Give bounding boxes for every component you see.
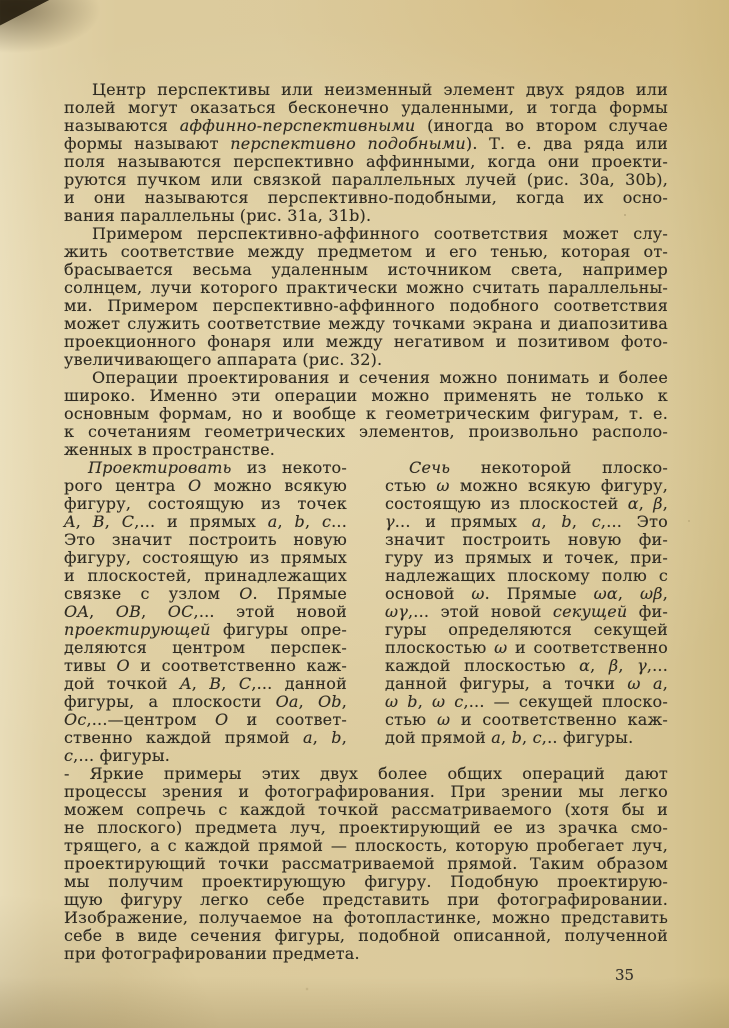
text-line: ω b, ω c,... — секущей плоско- (385, 692, 668, 711)
text-line: ωγ,... этой новой секущей фи- (385, 602, 668, 621)
text-line: Сечь некоторой плоско- (409, 458, 668, 477)
text-line: плоскостью ω и соответственно (385, 638, 668, 657)
text-line: стью ω можно всякую фигуру, (385, 476, 668, 495)
text-line: надлежащих плоскому полю с (385, 566, 668, 585)
text-line: не плоского) предмета луч, проектирующий ее из зрачка смо- (64, 818, 668, 837)
text-line: γ... и прямых a, b, c,... Это (385, 512, 669, 531)
text-line: ственно каждой прямой a, b, (64, 728, 347, 747)
text-line: Операции проектирования и сечения можно понимать и более (92, 368, 668, 387)
text-line: Примером перспективно-аффинного соответствия может слу- (92, 224, 668, 243)
text-line: солнцем, лучи которого практически можно считать параллельны- (64, 278, 668, 297)
text-line: рого центра O можно всякую (64, 476, 347, 495)
text-line: деляются центром перспек- (64, 638, 347, 657)
text-line: называются аффинно-перспективными (иногда во втором случае (64, 116, 668, 135)
text-line: данной фигуры, а точки ω a, (385, 674, 668, 693)
text-line: тивы O и соответственно каж- (64, 656, 347, 675)
paragraph-operations (64, 369, 668, 459)
text-line: женных в пространстве. (64, 440, 276, 459)
text-line: трящего, а с каждой прямой — плоскость, которую пробегает луч, (64, 836, 668, 855)
text-line: фигуры, а плоскости Oa, Ob, (64, 692, 348, 711)
two-column-block (64, 459, 668, 765)
text-line: к сочетаниям геометрических элементов, произвольно располо- (64, 422, 668, 441)
text-line: можем сопречь с каждой точкой рассматриваемого (хотя бы и (64, 800, 668, 819)
text-line: состоящую из плоскостей α, β, (385, 494, 668, 513)
text-line: полей могут оказаться бесконечно удаленными, и тогда формы (64, 98, 668, 117)
column-project (64, 459, 347, 765)
page-corner-shadow (0, 0, 55, 27)
text-line: Изображение, получаемое на фотопластинке, можно представить (64, 908, 668, 927)
text-line: Oc,...—центром O и соответ- (64, 710, 347, 729)
text-line: OA, OB, OC,... этой новой (64, 602, 347, 621)
text-line: формы называют перспективно подобными). Т. е. два ряда или (64, 134, 669, 153)
text-line: каждой плоскостью α, β, γ,... (385, 656, 668, 675)
text-line: Проектировать из некото- (88, 458, 347, 477)
text-line: c,... фигуры. (64, 746, 171, 765)
text-line: широко. Именно эти операции можно применять не только к (64, 386, 668, 405)
text-line: проектирующей фигуры опре- (64, 620, 347, 639)
page-number: 35 (615, 966, 635, 984)
paragraph-perspective-center (64, 81, 668, 225)
text-line: щую фигуру легко себе представить при фотографировании. (64, 890, 668, 909)
text-line: руются пучком или связкой параллельных лучей (рис. 30a, 30b), (64, 170, 668, 189)
text-line: Это значит построить новую (64, 530, 347, 549)
text-line: увеличивающего аппарата (рис. 32). (64, 350, 383, 369)
text-line: себе в виде сечения фигуры, подобной описанной, полученной (64, 926, 668, 945)
paper-specks (0, 0, 2, 2)
text-line: связке с узлом O. Прямые (64, 584, 347, 603)
text-line: - Яркие примеры этих двух более общих операций дают (64, 764, 668, 783)
text-line: основным формам, но и вообще к геометрическим фигурам, т. е. (64, 404, 668, 423)
text-line: фигуру, состоящую из точек (64, 494, 347, 513)
text-line: вания параллельны (рис. 31a, 31b). (64, 206, 372, 225)
text-line: брасывается весьма удаленным источником света, например (64, 260, 668, 279)
paragraph-affine-example (64, 225, 668, 369)
column-section (385, 459, 668, 765)
text-line: проектирующий точки рассматриваемой прямой. Таким образом (64, 854, 668, 873)
page-text-block (64, 81, 668, 963)
text-line: Центр перспективы или неизменный элемент двух рядов или (92, 80, 668, 99)
text-line: фигуру, состоящую из прямых (64, 548, 347, 567)
text-line: стью ω и соответственно каж- (385, 710, 668, 729)
text-line: гуры определяются секущей (385, 620, 668, 639)
text-line: дой точкой A, B, C,... данной (64, 674, 347, 693)
text-line: проекционного фонаря или между негативом и позитивом фото- (64, 332, 668, 351)
text-line: мы получим проектирующую фигуру. Подобную проектирую- (64, 872, 668, 891)
text-line: дой прямой a, b, c,.. фигуры. (385, 728, 634, 747)
text-line: значит построить новую фи- (385, 530, 668, 549)
text-line: жить соответствие между предметом и его тенью, которая от- (64, 242, 668, 261)
text-line: основой ω. Прямые ωα, ωβ, (385, 584, 668, 603)
text-line: и плоскостей, принадлежащих (64, 566, 347, 585)
text-line: может служить соответствие между точками экрана и диапозитива (64, 314, 668, 333)
text-line: гуру из прямых и точек, при- (385, 548, 668, 567)
text-line: A, B, C,... и прямых a, b, c... (64, 512, 347, 531)
text-line: процессы зрения и фотографирования. При зрении мы легко (64, 782, 668, 801)
text-line: ми. Примером перспективно-аффинного подобного соответствия (64, 296, 668, 315)
text-line: и они называются перспективно-подобными, когда их осно- (64, 188, 668, 207)
text-line: при фотографировании предмета. (64, 944, 360, 963)
text-line: поля называются перспективно аффинными, когда они проекти- (64, 152, 668, 171)
closing-paragraph (64, 765, 668, 963)
